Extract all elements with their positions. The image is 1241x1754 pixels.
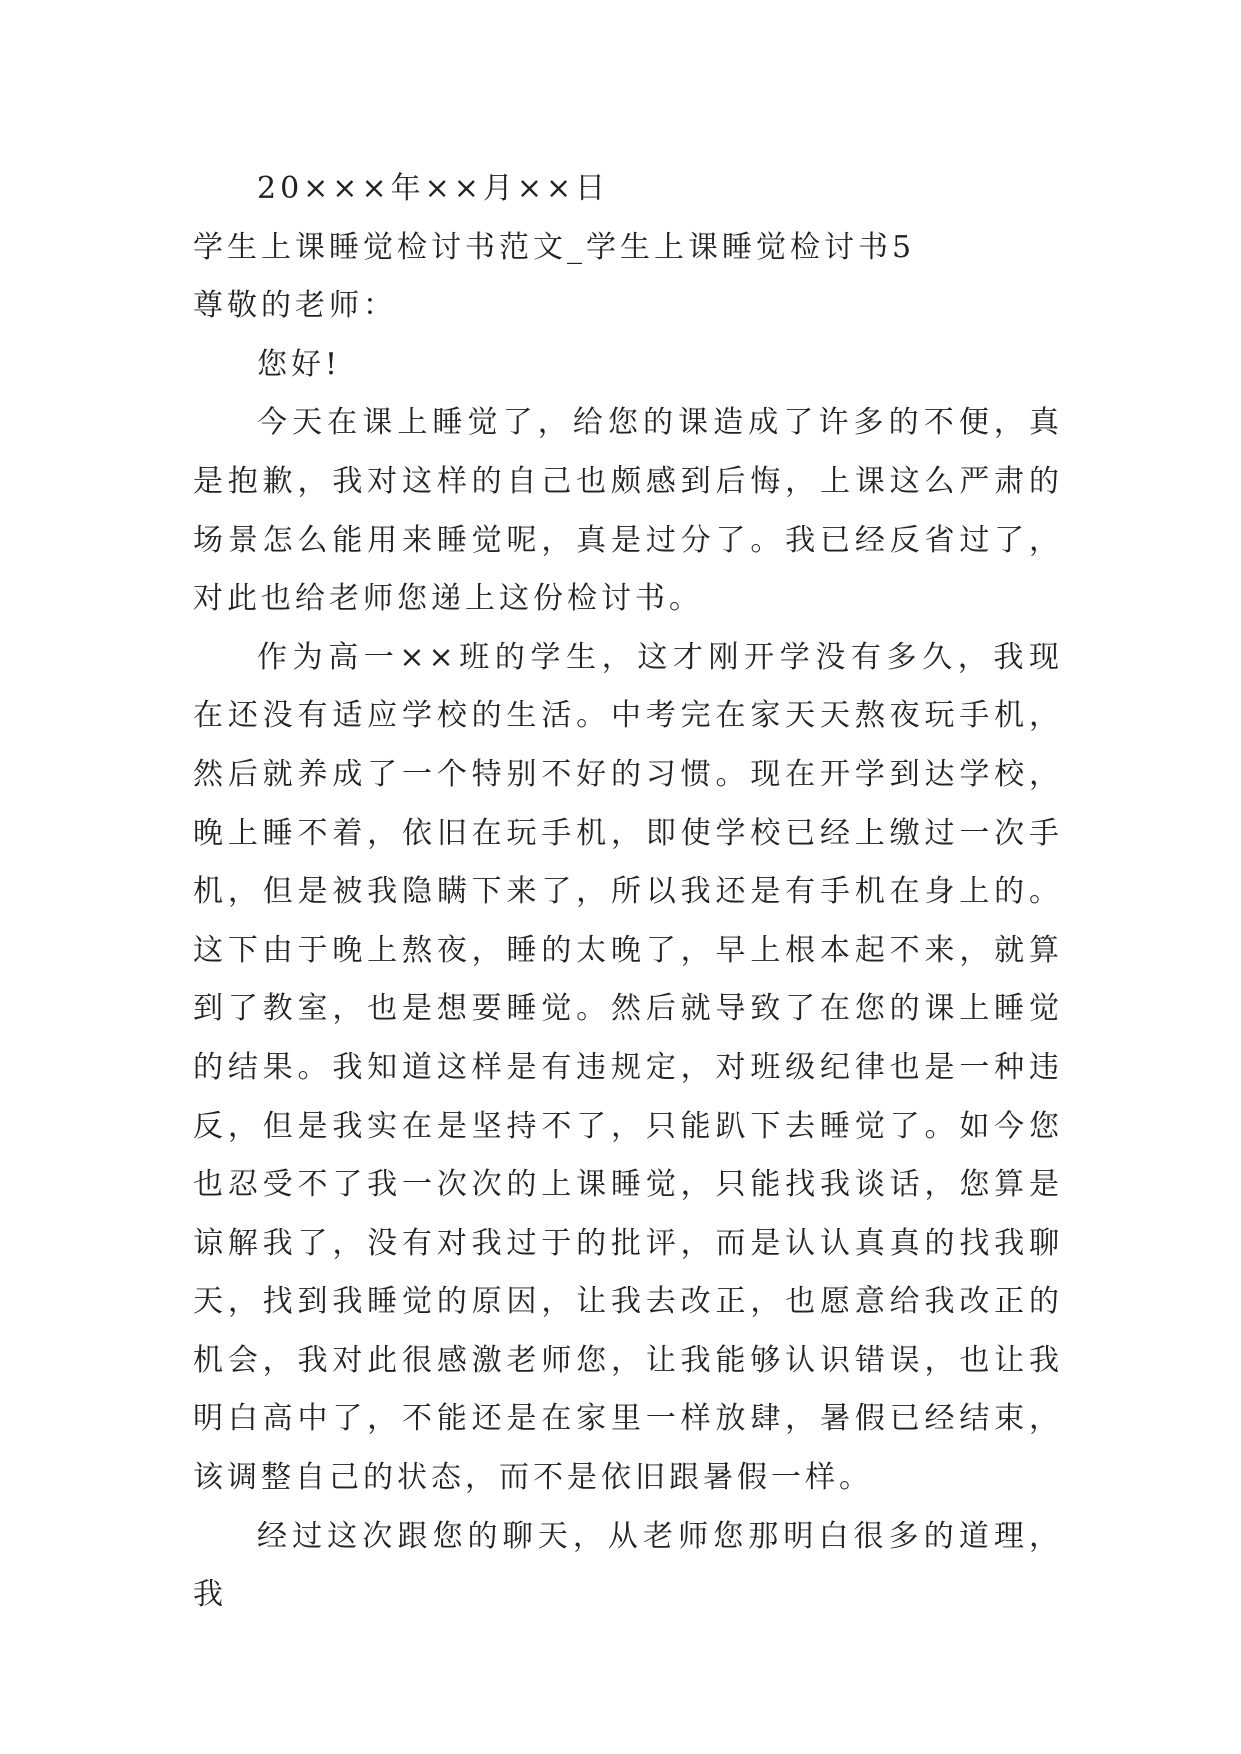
paragraph-3: 经过这次跟您的聊天，从老师您那明白很多的道理，我 [193, 1518, 1063, 1613]
document-title: 学生上课睡觉检讨书范文_学生上课睡觉检讨书5 [193, 229, 916, 265]
date-line: 20×××年××月××日 [257, 171, 610, 206]
paragraph-2: 作为高一××班的学生，这才刚开学没有多久，我现在还没有适应学校的生活。中考完在家天天熬夜玩手机，然后就养成了一个特别不好的习惯。现在开学到达学校，晚上睡不着，依旧在玩手机，即使学校已经上缴过一次手机，但是被我隐瞒下来了，所以我还是有手机在身上的。这下由于晚上熬夜，睡的太晚了，早上根本起不来，就算到了教室，也是想要睡觉。然后就导致了在您的课上睡觉的结果。我知道这样是有违规定，对班级纪律也是一种违反，但是我实在是坚持不了，只能趴下去睡觉了。如今您也忍受不了我一次次的上课睡觉，只能找我谈话，您算是谅解我了，没有对我过于的批评，而是认认真真的找我聊天，找到我睡觉的原因，让我去改正，也愿意给我改正的机会，我对此很感激老师您，让我能够认识错误，也让我明白高中了，不能还是在家里一样放肆，暑假已经结束，该调整自己的状态，而不是依旧跟暑假一样。 [193, 639, 1063, 1496]
document-body [193, 160, 1063, 1625]
salutation: 尊敬的老师： [193, 288, 397, 324]
greeting: 您好! [257, 346, 342, 382]
paragraph-1: 今天在课上睡觉了，给您的课造成了许多的不便，真是抱歉，我对这样的自己也颇感到后悔，上课这么严肃的场景怎么能用来睡觉呢，真是过分了。我已经反省过了，对此也给老师您递上这份检讨书。 [193, 405, 1063, 617]
